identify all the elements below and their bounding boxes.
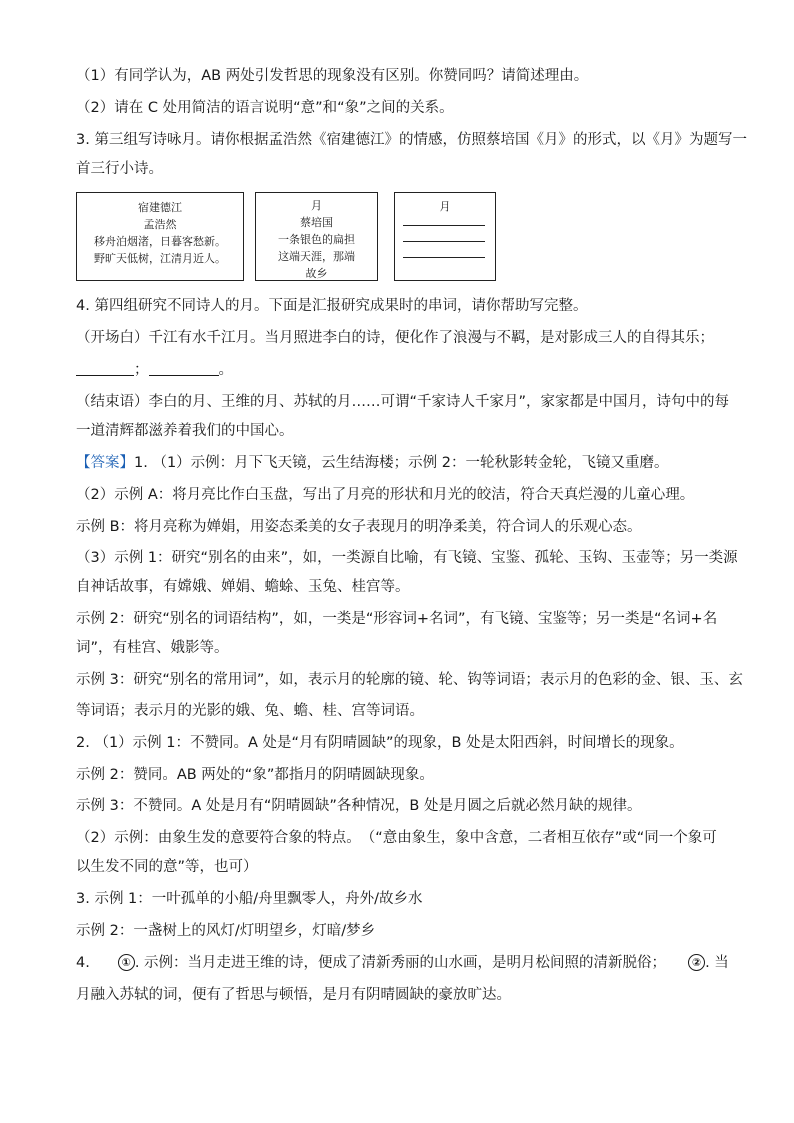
poem-box-yue-caipeiguo — [255, 192, 378, 281]
question-4-blanks: ； 。 — [76, 360, 726, 380]
answer-1-2: （2）示例 A：将月亮比作白玉盘，写出了月亮的形状和月光的皎洁，符合天真烂漫的儿童心理。 — [76, 487, 695, 503]
answer-1-2b: 示例 B：将月亮称为婵娟，用姿态柔美的女子表现月的明净柔美，符合词人的乐观心态。 — [76, 519, 642, 535]
question-4-closing-2: 一道清辉都滋养着我们的中国心。 — [76, 423, 294, 439]
writing-line — [403, 257, 485, 258]
circled-number-icon: ② — [688, 954, 705, 971]
question-3-line-1: 3. 第三组写诗咏月。请你根据孟浩然《宿建德江》的情感，仿照蔡培国《月》的形式，以《月》为题写一 — [76, 132, 747, 148]
poem-line: 一条银色的扁担 — [278, 233, 355, 246]
question-2-1: （1）有同学认为，AB 两处引发哲思的现象没有区别。你赞同吗？请简述理由。 — [76, 68, 589, 84]
question-4-opening: （开场白）千江有水千江月。当月照进李白的诗，便化作了浪漫与不羁，是对影成三人的自得其乐； — [76, 330, 714, 346]
poem-box-suojiandejiang — [76, 192, 244, 281]
answer-3-1: 3. 示例 1：一叶孤单的小船/舟里飘零人，舟外/故乡水 — [76, 891, 423, 907]
poem-line: 移舟泊烟渚，日暮客愁新。 — [94, 235, 226, 248]
poem-box-blank — [394, 192, 496, 281]
answer-1-3d: 词”，有桂宫、娥影等。 — [76, 640, 229, 656]
answer-2-1c: 示例 3：不赞同。A 处是月有“阴晴圆缺”各种情况，B 处是月圆之后就必然月缺的规律。 — [76, 798, 642, 814]
poem-line: 野旷天低树，江清月近人。 — [94, 252, 226, 265]
poem-line: 故乡 — [305, 267, 328, 280]
answer-2-1b: 示例 2：赞同。AB 两处的“象”都指月的阴晴圆缺现象。 — [76, 767, 434, 783]
answer-2-2b: 以生发不同的意”等，也可） — [76, 859, 258, 875]
poem-title: 宿建德江 — [138, 201, 182, 214]
poem-author: 蔡培国 — [300, 216, 333, 229]
answer-1-3c: 示例 2：研究“别名的词语结构”，如，一类是“形容词+名词”，有飞镜、宝鉴等；另一类是“名词+名 — [76, 611, 718, 627]
question-4-line-1: 4. 第四组研究不同诗人的月。下面是汇报研究成果时的串词，请你帮助写完整。 — [76, 298, 588, 314]
poem-title: 月 — [311, 199, 322, 212]
answer-1-3a: （3）示例 1：研究“别名的由来”，如，一类源自比喻，有飞镜、宝鉴、孤轮、玉钩、玉壶等；另一类源 — [76, 550, 738, 566]
question-4-closing-1: （结束语）李白的月、王维的月、苏轼的月……可谓“千家诗人千家月”，家家都是中国月，诗句中的每 — [76, 394, 730, 410]
answer-2-1: 2. （1）示例 1：不赞同。A 处是“月有阴晴圆缺”的现象，B 处是太阳西斜，时间增长的现象。 — [76, 735, 684, 751]
poem-title: 月 — [439, 200, 451, 213]
writing-line — [403, 241, 485, 242]
circled-number-icon: ① — [118, 954, 135, 971]
answer-1-3e: 示例 3：研究“别名的常用词”，如，表示月的轮廓的镜、轮、钩等词语；表示月的色彩的金、银、玉、玄 — [76, 672, 743, 688]
answer-blank[interactable] — [149, 361, 219, 376]
question-3-line-2: 首三行小诗。 — [76, 161, 163, 177]
answer-4-line-1: 4. ① . 示例：当月走进王维的诗，便成了清新秀丽的山水画，是明月松间照的清新脱俗； ② . 当 — [76, 955, 729, 971]
answer-1-3f: 等词语；表示月的光影的娥、兔、蟾、桂、宫等词语。 — [76, 703, 424, 719]
question-2-2: （2）请在 C 处用简洁的语言说明“意”和“象”之间的关系。 — [76, 100, 454, 116]
poem-line: 这端天涯，那端 — [278, 250, 355, 263]
poem-author: 孟浩然 — [143, 218, 177, 231]
answer-1-3b: 自神话故事，有嫦娥、婵娟、蟾蜍、玉兔、桂宫等。 — [76, 579, 410, 595]
answer-blank[interactable] — [76, 361, 134, 376]
writing-line — [403, 225, 485, 226]
answer-tag: 【答案】 — [76, 455, 134, 471]
answer-1-1: 【答案】1. （1）示例：月下飞天镜，云生结海楼；示例 2：一轮秋影转金轮，飞镜又重磨。 — [76, 455, 669, 471]
answer-2-2a: （2）示例：由象生发的意要符合象的特点。 （“意由象生，象中含意，二者相互依存”或“同一个象可 — [76, 830, 717, 846]
answer-3-2: 示例 2：一盏树上的风灯/灯明望乡，灯暗/梦乡 — [76, 923, 376, 939]
answer-4-line-2: 月融入苏轼的词，便有了哲思与顿悟，是月有阴晴圆缺的豪放旷达。 — [76, 987, 511, 1003]
